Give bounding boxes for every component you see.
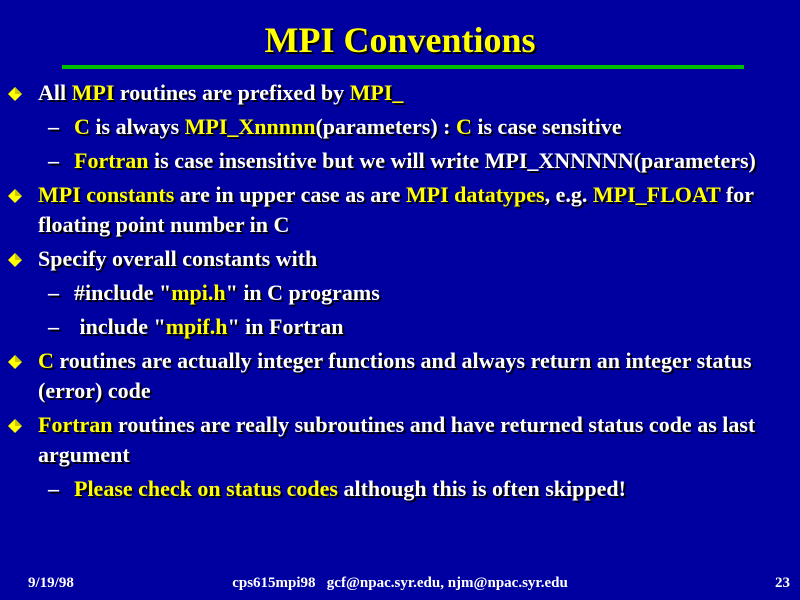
diamond-bullet-icon (8, 253, 22, 267)
text: routines are actually integer functions and always return an integer status (error) code (38, 348, 752, 403)
text: is case insensitive but we will write MPI_XNNNNN(parameters) (148, 148, 756, 173)
text: is always (89, 114, 185, 139)
sub-bullet-item (0, 112, 800, 142)
text: " in Fortran (227, 314, 344, 339)
dash-bullet: – (48, 148, 59, 173)
highlight-text: MPI (71, 80, 115, 105)
text: routines are prefixed by (114, 80, 350, 105)
sub-bullet-item (0, 312, 800, 342)
highlight-text: C (455, 114, 472, 139)
highlight-text: MPI constants (38, 182, 175, 207)
page-number: 23 (775, 575, 790, 591)
text: for floating point number in C (38, 182, 754, 237)
diamond-bullet-icon (8, 419, 22, 433)
footer-date: 9/19/98 (28, 575, 74, 591)
highlight-text: MPI datatypes (405, 182, 545, 207)
text: are in upper case as are (174, 182, 406, 207)
text: routines are really subroutines and have returned status code as last argument (38, 412, 756, 467)
highlight-text: MPI_FLOAT (592, 182, 721, 207)
diamond-bullet-icon (8, 189, 22, 203)
highlight-text: mpif.h (165, 314, 228, 339)
bullet-item (0, 410, 800, 470)
title-divider (62, 65, 744, 69)
highlight-text: C (38, 348, 54, 373)
highlight-text: mpi.h (171, 280, 226, 305)
slide-body (0, 78, 800, 508)
text: is case sensitive (471, 114, 622, 139)
text: include " (74, 314, 166, 339)
sub-bullet-item (0, 146, 800, 176)
diamond-bullet-icon (8, 87, 22, 101)
bullet-item (0, 346, 800, 406)
highlight-text: C (74, 114, 90, 139)
text: although this is often skipped! (337, 476, 626, 501)
dash-bullet: – (48, 314, 59, 339)
bullet-item (0, 78, 800, 108)
sub-bullet-item (0, 278, 800, 308)
highlight-text: MPI_ (349, 80, 404, 105)
text: #include " (74, 280, 172, 305)
footer-center: cps615mpi98 gcf@npac.syr.edu, njm@npac.syr.edu (232, 575, 568, 591)
text: (parameters) : (315, 114, 456, 139)
text: " in C programs (225, 280, 380, 305)
slide-footer (0, 575, 800, 595)
highlight-text: Fortran (74, 148, 149, 173)
bullet-item (0, 180, 800, 240)
text: Specify overall constants with (38, 246, 318, 271)
text: , e.g. (544, 182, 593, 207)
highlight-text: MPI_Xnnnnn (184, 114, 316, 139)
dash-bullet: – (48, 476, 59, 501)
text: All (38, 80, 72, 105)
diamond-bullet-icon (8, 355, 22, 369)
dash-bullet: – (48, 114, 59, 139)
slide-title: MPI Conventions (264, 20, 536, 60)
bullet-item (0, 244, 800, 274)
sub-bullet-item (0, 474, 800, 504)
dash-bullet: – (48, 280, 59, 305)
highlight-text: Fortran (38, 412, 113, 437)
highlight-text: Please check on status codes (74, 476, 338, 501)
